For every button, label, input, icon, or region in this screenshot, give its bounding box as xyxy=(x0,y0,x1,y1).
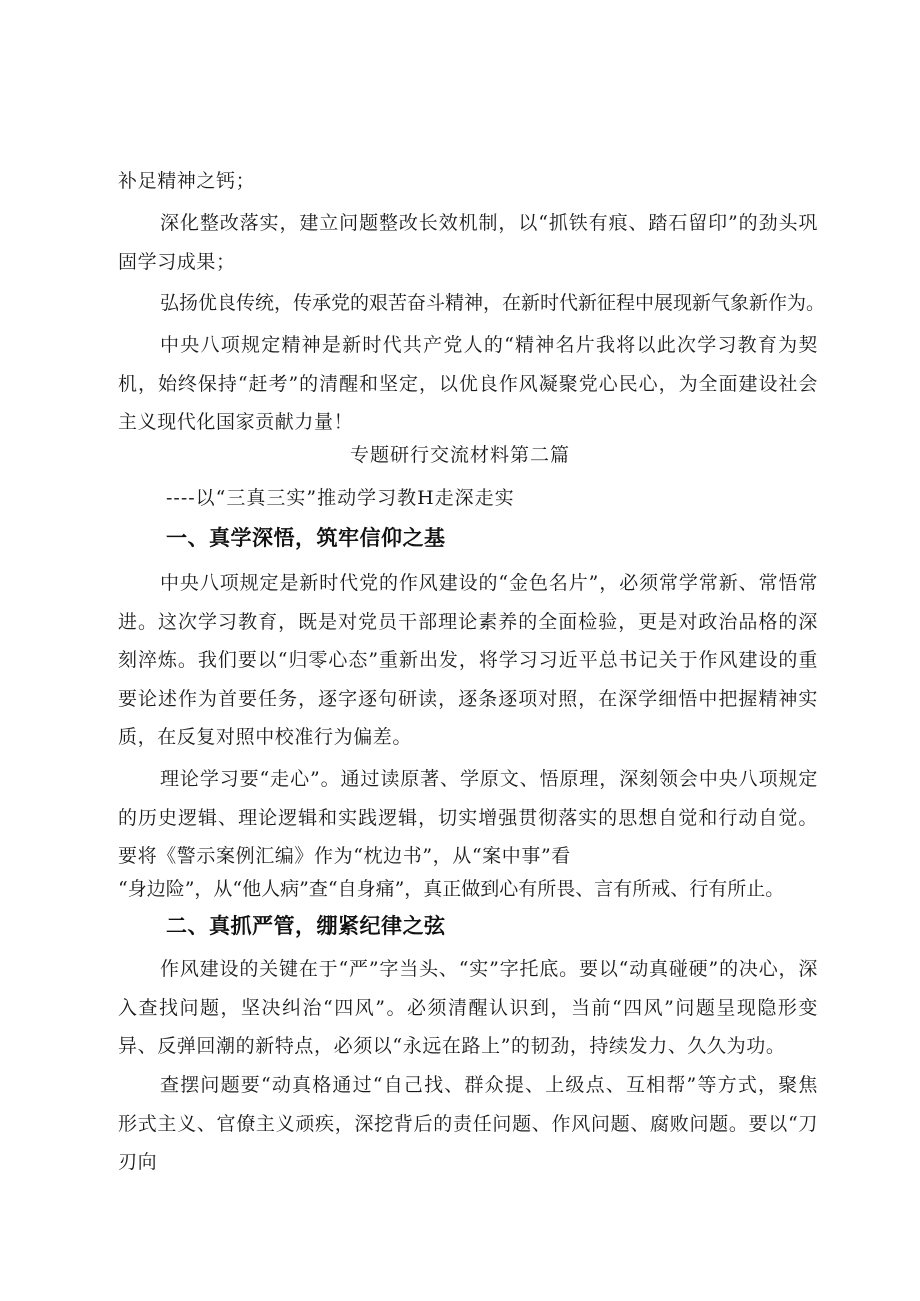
section-heading: 一、真学深悟，筑牢信仰之基 xyxy=(166,526,446,550)
paragraph: 中央八项规定精神是新时代共产党人的“精神名片我将以此次学习教育为契机，始终保持“赶考”的清醒和坚定，以优良作风凝聚党心民心，为全面建设社会主义现代化国家贡献力量！ xyxy=(118,334,818,433)
paragraph: “身边险”，从“他人病”查“自身痛”，真正做到心有所畏、言有所戒、行有所止。 xyxy=(118,878,785,900)
paragraph: 查摆问题要“动真格通过“自己找、群众提、上级点、互相帮”等方式，聚焦形式主义、官僚主义顽疾，深挖背后的责任问题、作风问题、腐败问题。要以“刀刃向 xyxy=(118,1074,818,1173)
section-heading: 二、真抓严管，绷紧纪律之弦 xyxy=(166,914,446,938)
document-subtitle: ----以“三真三实”推动学习教H走深走实 xyxy=(166,487,515,509)
paragraph: 理论学习要“走心”。通过读原著、学原文、悟原理，深刻领会中央八项规定的历史逻辑、理论逻辑和实践逻辑，切实增强贯彻落实的思想自觉和行动自觉。要将《警示案例汇编》作为“枕边书”，从“案中事”看 xyxy=(118,768,818,867)
paragraph: 作风建设的关键在于“严”字当头、“实”字托底。要以“动真碰硬”的决心，深入查找问题，坚决纠治“四风”。必须清醒认识到，当前“四风”问题呈现隐形变异、反弹回潮的新特点，必须以“永远在路上”的韧劲，持续发力、久久为功。 xyxy=(118,958,818,1057)
paragraph: 补足精神之钙； xyxy=(118,170,256,192)
document-title: 专题研行交流材料第二篇 xyxy=(349,444,570,466)
paragraph: 弘扬优良传统，传承党的艰苦奋斗精神，在新时代新征程中展现新气象新作为。 xyxy=(160,292,826,314)
paragraph: 深化整改落实，建立问题整改长效机制，以“抓铁有痕、踏石留印”的劲头巩固学习成果； xyxy=(118,212,818,273)
paragraph: 中央八项规定是新时代党的作风建设的“金色名片”，必须常学常新、常悟常进。这次学习教育，既是对党员干部理论素养的全面检验，更是对政治品格的深刻淬炼。我们要以“归零心态”重新出发，将学习习近平总书记关于作风建设的重要论述作为首要任务，逐字逐句研读，逐条逐项对照，在深学细悟中把握精神实质，在反复对照中校准行为偏差。 xyxy=(118,572,818,748)
